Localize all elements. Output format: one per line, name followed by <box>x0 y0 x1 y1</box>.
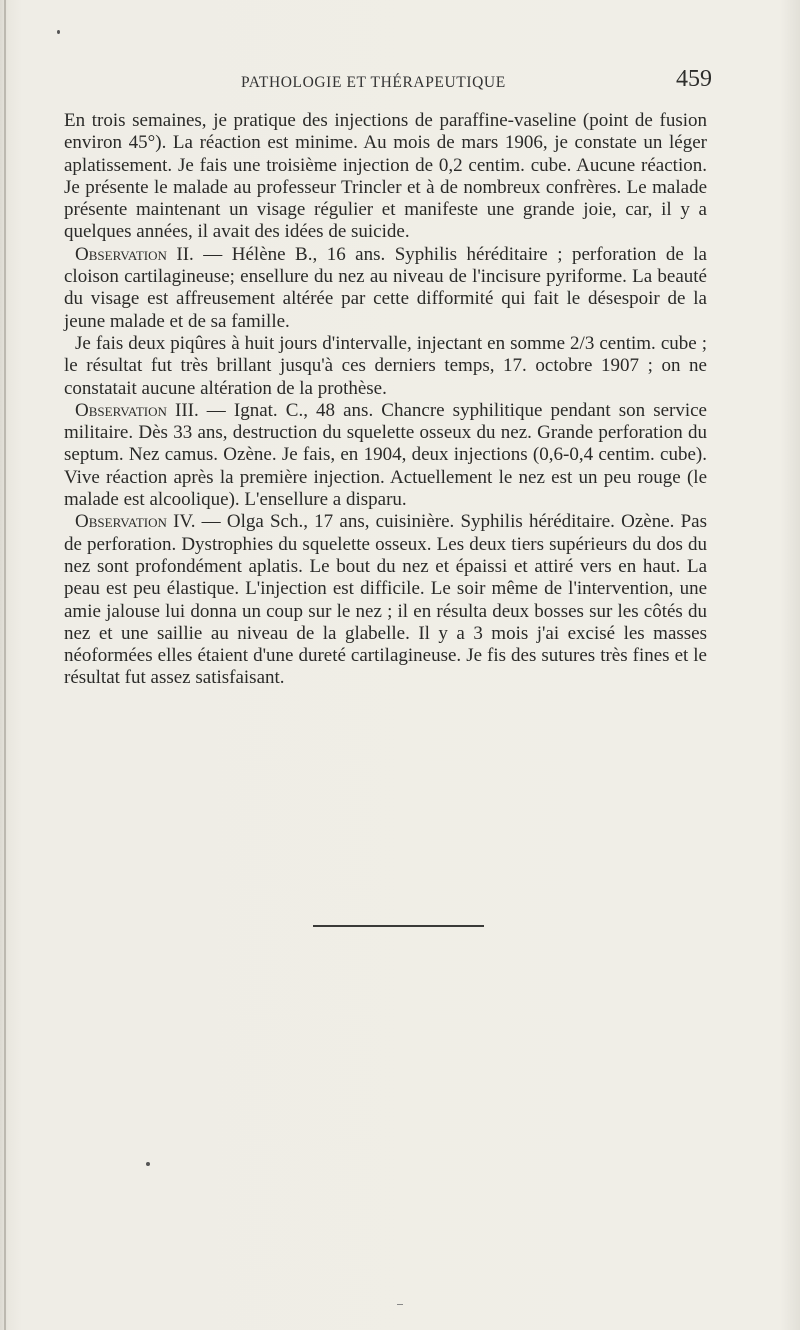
observation-2-text: II. — Hélène B., 16 ans. Syphilis héréditaire ; perforation de la cloison cartilagineuse; ensellure du nez au niveau de l'incisure pyriforme. La beauté du visage est affreusement altérée par cette difformité qui fait le désespoir de la jeune malade et de sa famille. <box>64 243 707 332</box>
body-text <box>64 110 707 690</box>
observation-2-label: Observation <box>75 243 167 265</box>
observation-4-label: Observation <box>75 511 167 533</box>
observation-3-label: Observation <box>75 399 167 421</box>
ink-speck <box>397 1304 403 1305</box>
page-number: 459 <box>676 66 712 92</box>
observation-4-text: IV. — Olga Sch., 17 ans, cuisinière. Syphilis héréditaire. Ozène. Pas de perforation. Dystrophies du squelette osseux. Les deux tiers supérieurs du dos du nez sont profondément aplatis. Le bout du nez et épaissi et attiré vers en haut. La peau est peu élastique. L'injection est difficile. Le soir même de l'intervention, une amie jalouse lui donna un coup sur le nez ; il en résulta deux bosses sur les côtés du nez et une saillie au niveau de la glabelle. Il y a 3 mois j'ai excisé les masses néoformées elles étaient d'une dureté cartilagineuse. Je fis des sutures très fines et le résultat fut assez satisfaisant. <box>64 511 707 689</box>
paragraph-observation-3 <box>64 400 707 511</box>
page-header <box>64 66 712 96</box>
page-binding-edge <box>4 0 6 1330</box>
section-end-rule <box>313 925 484 927</box>
paragraph-observation-2-followup: Je fais deux piqûres à huit jours d'intervalle, injectant en somme 2/3 centim. cube ; le résultat fut très brillant jusqu'à ces derniers temps, 17. octobre 1907 ; on ne constatait aucune altération de la prothèse. <box>64 332 707 399</box>
ink-speck <box>146 1162 150 1166</box>
paragraph-observation-4 <box>64 511 707 689</box>
paragraph-intro: En trois semaines, je pratique des injections de paraffine-vaseline (point de fusion environ 45°). La réaction est minime. Au mois de mars 1906, je constate un léger aplatissement. Je fais une troisième injection de 0,2 centim. cube. Aucune réaction. Je présente le malade au professeur Trincler et à de nombreux confrères. Le malade présente maintenant un visage régulier et manifeste une grande joie, car, il y a quelques années, il avait des idées de suicide. <box>64 110 707 243</box>
ink-speck <box>57 30 60 34</box>
running-head: PATHOLOGIE ET THÉRAPEUTIQUE <box>241 74 506 91</box>
paragraph-observation-2 <box>64 244 707 333</box>
observation-3-text: III. — Ignat. C., 48 ans. Chancre syphilitique pendant son service militaire. Dès 33 ans, destruction du squelette osseux du nez. Grande perforation du septum. Nez camus. Ozène. Je fais, en 1904, deux injections (0,6-0,4 centim. cube). Vive réaction après la première injection. Actuellement le nez est un peu rouge (le malade est alcoolique). L'ensellure a disparu. <box>64 399 707 511</box>
